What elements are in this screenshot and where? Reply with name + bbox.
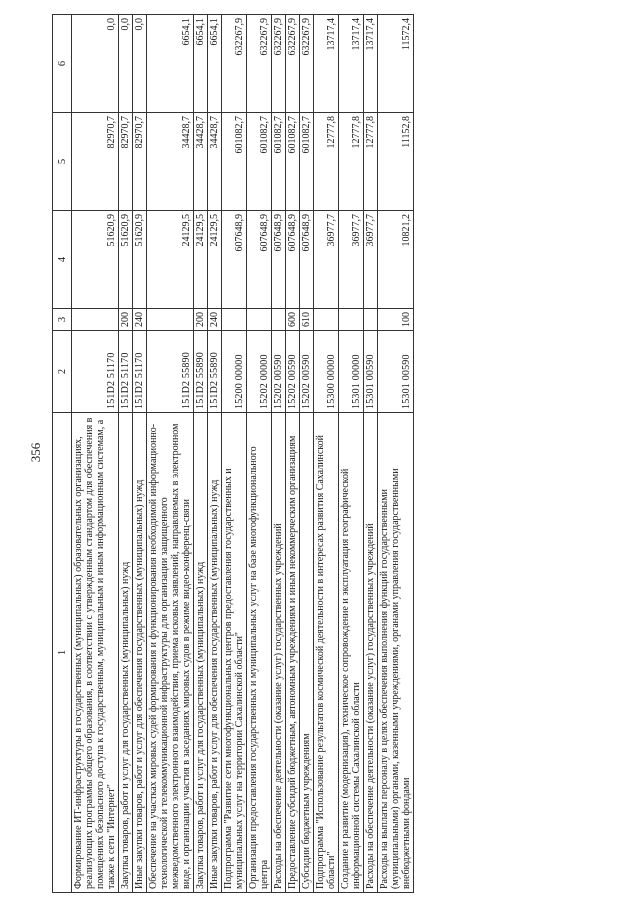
expense-type-code [247,309,272,331]
amount-col-6: 13717,4 [339,15,364,113]
target-article-code: 151D2 55890 [147,331,194,413]
amount-col-6: 13717,4 [314,15,339,113]
amount-col-4: 36977,7 [314,211,339,309]
amount-col-5: 34428,7 [208,113,222,211]
table-row [222,15,247,893]
amount-col-6: 632267,9 [247,15,272,113]
amount-col-6: 11572,4 [378,15,414,113]
amount-col-4: 607648,9 [272,211,286,309]
target-article-code: 15300 00000 [314,331,339,413]
expense-type-code: 240 [208,309,222,331]
table-row [272,15,286,893]
amount-col-5: 82970,7 [133,113,147,211]
amount-col-4: 24129,5 [208,211,222,309]
amount-col-4: 36977,7 [364,211,378,309]
amount-col-5: 12777,8 [314,113,339,211]
header-cell: 4 [53,211,72,309]
amount-col-5: 82970,7 [119,113,133,211]
target-article-code: 15202 00590 [286,331,300,413]
target-article-code: 15202 00590 [272,331,286,413]
row-name: Расходы на обеспечение деятельности (оказание услуг) государственных учреждений [364,413,378,893]
amount-col-4: 607648,9 [222,211,247,309]
target-article-code: 15202 00590 [300,331,314,413]
expense-type-code [364,309,378,331]
header-cell: 2 [53,331,72,413]
header-cell: 1 [53,413,72,893]
row-name: Формирование ИТ-инфраструктуры в государственных (муниципальных) образовательных организациях, реализующих программы общего образования, в соответствии с утвержденным стандартом для обеспечения в помещениях безопасного доступа к государственным, муниципальным и иным информационным системам, а также к сети "Интернет" [72,413,119,893]
header-cell: 6 [53,15,72,113]
amount-col-5: 601082,7 [247,113,272,211]
expense-type-code [272,309,286,331]
table-row [339,15,364,893]
row-name: Субсидии бюджетным учреждениям [300,413,314,893]
table-row [194,15,208,893]
header-cell: 5 [53,113,72,211]
amount-col-6: 632267,9 [272,15,286,113]
amount-col-4: 51620,9 [119,211,133,309]
row-name: Предоставление субсидий бюджетным, автономным учреждениям и иным некоммерческим организациям [286,413,300,893]
amount-col-6: 0,0 [133,15,147,113]
budget-table [52,14,414,893]
amount-col-4: 51620,9 [72,211,119,309]
amount-col-5: 601082,7 [300,113,314,211]
amount-col-6: 632267,9 [286,15,300,113]
table-row [119,15,133,893]
expense-type-code: 600 [286,309,300,331]
amount-col-6: 0,0 [72,15,119,113]
amount-col-5: 601082,7 [222,113,247,211]
page-number: 356 [28,442,43,463]
amount-col-6: 0,0 [119,15,133,113]
table-row [364,15,378,893]
amount-col-4: 607648,9 [247,211,272,309]
table-row [208,15,222,893]
target-article-code: 15200 00000 [222,331,247,413]
expense-type-code: 100 [378,309,414,331]
expense-type-code [72,309,119,331]
table-row [378,15,414,893]
table-row [72,15,119,893]
target-article-code: 15301 00000 [339,331,364,413]
amount-col-4: 51620,9 [133,211,147,309]
table-row [147,15,194,893]
row-name: Обеспечение на участках мировых судей формирования и функционирования необходимой информационно-технологической и телекоммуникационной инфраструктуры для организации защищенного межведомственного электронного взаимодействия, приема исковых заявлений, направляемых в электронном виде, и организации участия в заседаниях мировых судов в режиме видео-конференц-связи [147,413,194,893]
row-name: Подпрограмма "Использование результатов космической деятельности в интересах развития Сахалинской области" [314,413,339,893]
target-article-code: 15301 00590 [378,331,414,413]
target-article-code: 15301 00590 [364,331,378,413]
header-row [53,15,72,893]
amount-col-5: 11152,8 [378,113,414,211]
amount-col-4: 607648,9 [286,211,300,309]
amount-col-6: 632267,9 [222,15,247,113]
amount-col-5: 601082,7 [286,113,300,211]
target-article-code: 151D2 55890 [194,331,208,413]
table-row [133,15,147,893]
amount-col-4: 24129,5 [147,211,194,309]
table-row [247,15,272,893]
target-article-code: 15202 00000 [247,331,272,413]
row-name: Иные закупки товаров, работ и услуг для обеспечения государственных (муниципальных) нужд [133,413,147,893]
expense-type-code [222,309,247,331]
amount-col-6: 6654,1 [147,15,194,113]
amount-col-5: 12777,8 [364,113,378,211]
expense-type-code [314,309,339,331]
table-row [300,15,314,893]
expense-type-code: 610 [300,309,314,331]
table-row [314,15,339,893]
target-article-code: 151D2 51170 [133,331,147,413]
table-row [286,15,300,893]
row-name: Закупка товаров, работ и услуг для государственных (муниципальных) нужд [194,413,208,893]
expense-type-code: 240 [133,309,147,331]
amount-col-5: 601082,7 [272,113,286,211]
expense-type-code: 200 [194,309,208,331]
row-name: Расходы на выплаты персоналу в целях обеспечения выполнения функций государственными (муниципальными) органами, казенными учреждениями, органами управления государственными внебюджетными фондами [378,413,414,893]
amount-col-6: 6654,1 [208,15,222,113]
amount-col-4: 36977,7 [339,211,364,309]
amount-col-5: 34428,7 [147,113,194,211]
amount-col-6: 6654,1 [194,15,208,113]
amount-col-4: 607648,9 [300,211,314,309]
amount-col-6: 632267,9 [300,15,314,113]
target-article-code: 151D2 55890 [208,331,222,413]
row-name: Подпрограмма "Развитие сети многофункциональных центров предоставления государственных и муниципальных услуг на территории Сахалинской области" [222,413,247,893]
amount-col-6: 13717,4 [364,15,378,113]
row-name: Создание и развитие (модернизация), техническое сопровождение и эксплуатация географической информационной системы Сахалинской области [339,413,364,893]
expense-type-code [339,309,364,331]
amount-col-5: 82970,7 [72,113,119,211]
row-name: Иные закупки товаров, работ и услуг для обеспечения государственных (муниципальных) нужд [208,413,222,893]
target-article-code: 151D2 51170 [119,331,133,413]
amount-col-5: 12777,8 [339,113,364,211]
target-article-code: 151D2 51170 [72,331,119,413]
amount-col-4: 24129,5 [194,211,208,309]
row-name: Расходы на обеспечение деятельности (оказание услуг) государственных учреждений [272,413,286,893]
amount-col-4: 10821,2 [378,211,414,309]
expense-type-code: 200 [119,309,133,331]
expense-type-code [147,309,194,331]
row-name: Закупка товаров, работ и услуг для государственных (муниципальных) нужд [119,413,133,893]
amount-col-5: 34428,7 [194,113,208,211]
row-name: Организация предоставления государственных и муниципальных услуг на базе многофункционального центра [247,413,272,893]
header-cell: 3 [53,309,72,331]
